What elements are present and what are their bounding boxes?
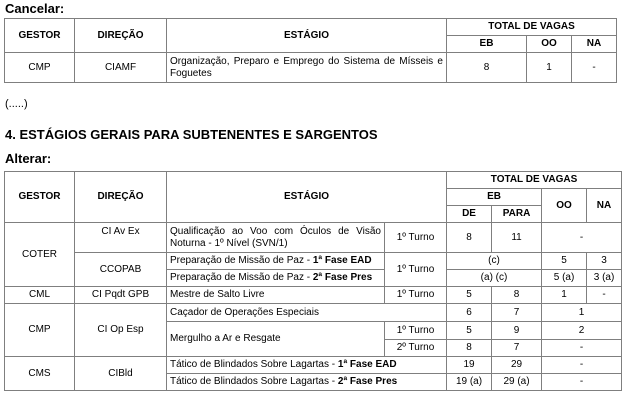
header-oo: OO: [527, 36, 572, 53]
estagio-phase: 2ª Fase Pres: [312, 272, 373, 283]
cell-direcao: CIBld: [75, 357, 167, 391]
cancel-heading: Cancelar:: [5, 1, 65, 16]
cell-na: -: [572, 53, 617, 83]
section-title: 4. ESTÁGIOS GERAIS PARA SUBTENENTES E SARGENTOS: [5, 127, 378, 142]
cell-turno: 1º Turno: [385, 287, 447, 304]
cell-estagio: [167, 374, 447, 391]
header-total-vagas: TOTAL DE VAGAS: [447, 19, 617, 36]
cell-turno: 1º Turno: [385, 322, 447, 340]
cell-de: 6: [447, 304, 492, 322]
table-row: [5, 223, 622, 253]
cell-oo-na: 1: [542, 304, 622, 322]
cell-direcao: CI Av Ex: [75, 223, 167, 253]
estagio-phase: 1ª Fase EAD: [312, 255, 372, 266]
cell-para: 29 (a): [492, 374, 542, 391]
cell-na: -: [587, 287, 622, 304]
cell-turno: 1º Turno: [385, 253, 447, 287]
cell-para: 9: [492, 322, 542, 340]
cell-eb: (a) (c): [447, 270, 542, 287]
cell-estagio: Mestre de Salto Livre: [167, 287, 385, 304]
estagio-text: Tático de Blindados Sobre Lagartas -: [170, 359, 338, 370]
cell-oo-na: -: [542, 357, 622, 374]
cell-gestor: COTER: [5, 223, 75, 287]
cancel-table: [4, 18, 617, 83]
estagio-text: Tático de Blindados Sobre Lagartas -: [170, 376, 338, 387]
cell-eb: (c): [447, 253, 542, 270]
cell-oo: 5: [542, 253, 587, 270]
table-row: [5, 287, 622, 304]
cell-turno: 1º Turno: [385, 223, 447, 253]
cell-direcao: CCOPAB: [75, 253, 167, 287]
cell-para: 7: [492, 340, 542, 357]
cell-direcao: CI Pqdt GPB: [75, 287, 167, 304]
header-estagio: ESTÁGIO: [167, 19, 447, 53]
header-direcao: DIREÇÃO: [75, 172, 167, 223]
header-na: NA: [572, 36, 617, 53]
cell-oo-na: -: [542, 340, 622, 357]
cell-gestor: CMP: [5, 53, 75, 83]
estagio-phase: 1ª Fase EAD: [337, 359, 397, 370]
cell-estagio: Caçador de Operações Especiais: [167, 304, 447, 322]
cell-de: 5: [447, 287, 492, 304]
cell-oo: 5 (a): [542, 270, 587, 287]
cell-oo: 1: [527, 53, 572, 83]
header-de: DE: [447, 206, 492, 223]
cell-na: 3 (a): [587, 270, 622, 287]
ellipsis-note: (.....): [5, 98, 28, 110]
cell-na: 3: [587, 253, 622, 270]
cell-gestor: CMP: [5, 304, 75, 357]
cell-de: 19: [447, 357, 492, 374]
table-row: [5, 253, 622, 270]
cell-gestor: CML: [5, 287, 75, 304]
header-gestor: GESTOR: [5, 19, 75, 53]
header-oo: OO: [542, 189, 587, 223]
table-row: [5, 53, 617, 83]
cell-direcao: CIAMF: [75, 53, 167, 83]
cell-de: 5: [447, 322, 492, 340]
cell-de: 8: [447, 340, 492, 357]
alter-heading: Alterar:: [5, 151, 52, 166]
header-na: NA: [587, 189, 622, 223]
cell-para: 29: [492, 357, 542, 374]
table-row: [5, 357, 622, 374]
cell-estagio: Qualificação ao Voo com Óculos de Visão Noturna - 1º Nível (SVN/1): [167, 223, 385, 253]
header-para: PARA: [492, 206, 542, 223]
cell-de: 19 (a): [447, 374, 492, 391]
header-eb: EB: [447, 189, 542, 206]
cell-oo-na: -: [542, 223, 622, 253]
cell-oo: 1: [542, 287, 587, 304]
estagio-text: Preparação de Missão de Paz -: [170, 272, 313, 283]
alter-table: [4, 171, 622, 391]
cell-estagio: Organização, Preparo e Emprego do Sistema de Mísseis e Foguetes: [167, 53, 447, 83]
cell-estagio: [167, 357, 447, 374]
cell-direcao: CI Op Esp: [75, 304, 167, 357]
table-row: [5, 304, 622, 322]
cell-estagio: Mergulho a Ar e Resgate: [167, 322, 385, 357]
estagio-text: Preparação de Missão de Paz -: [170, 255, 313, 266]
cell-para: 7: [492, 304, 542, 322]
cell-oo-na: 2: [542, 322, 622, 340]
header-eb: EB: [447, 36, 527, 53]
cell-oo-na: -: [542, 374, 622, 391]
cell-eb: 8: [447, 53, 527, 83]
header-estagio: ESTÁGIO: [167, 172, 447, 223]
cell-para: 11: [492, 223, 542, 253]
header-total-vagas: TOTAL DE VAGAS: [447, 172, 622, 189]
cell-estagio: [167, 253, 385, 270]
cell-de: 8: [447, 223, 492, 253]
cell-gestor: CMS: [5, 357, 75, 391]
header-gestor: GESTOR: [5, 172, 75, 223]
header-direcao: DIREÇÃO: [75, 19, 167, 53]
cell-turno: 2º Turno: [385, 340, 447, 357]
estagio-phase: 2ª Fase Pres: [337, 376, 398, 387]
cell-para: 8: [492, 287, 542, 304]
cell-estagio: [167, 270, 385, 287]
